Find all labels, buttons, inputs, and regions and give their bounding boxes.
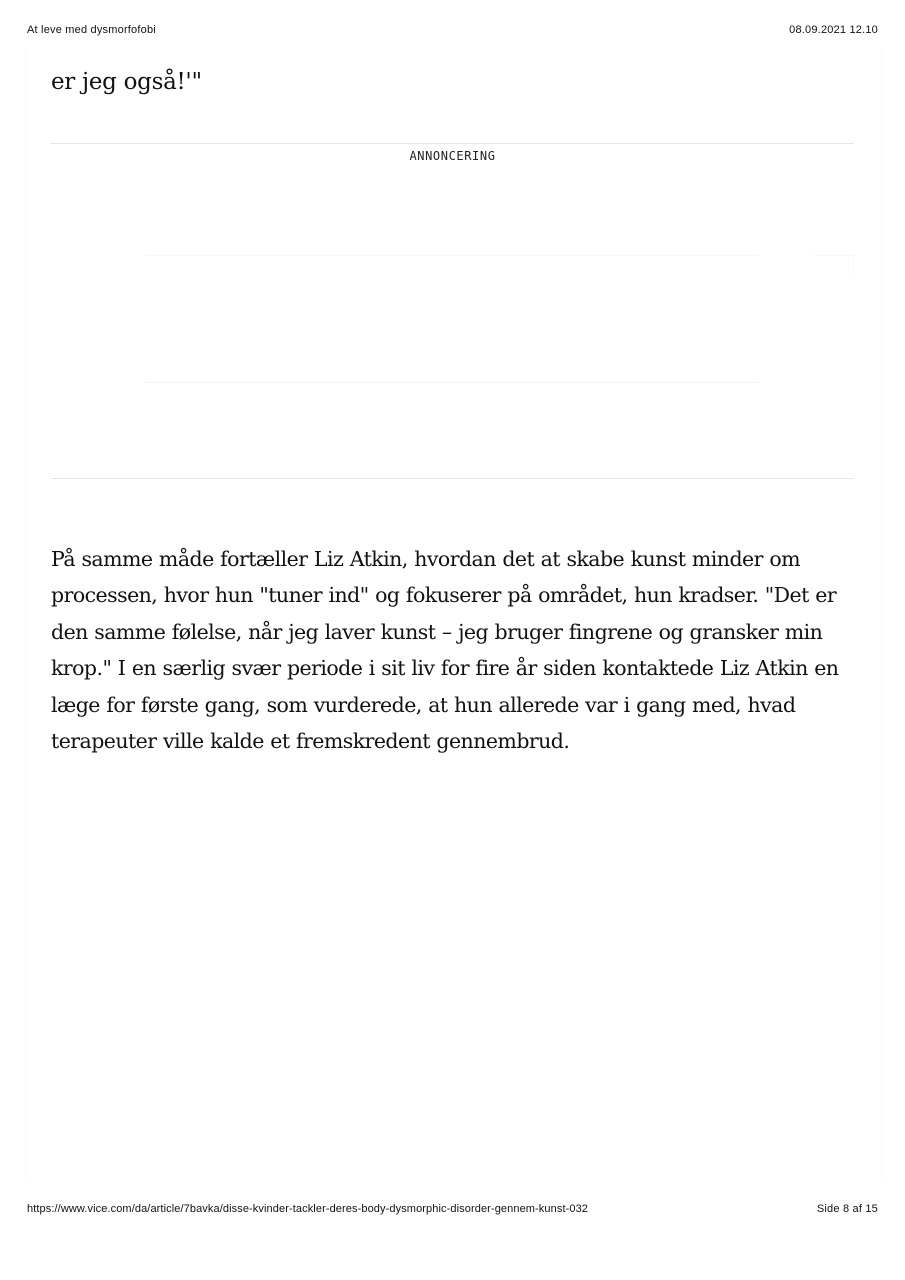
advertisement-slot[interactable] <box>145 255 759 383</box>
advertisement-label: ANNONCERING <box>409 149 496 163</box>
print-footer-page-number: Side 8 af 15 <box>816 1203 878 1215</box>
print-header-datetime: 08.09.2021 12.10 <box>789 24 878 36</box>
print-header-title: At leve med dysmorfofobi <box>27 24 156 36</box>
advertisement-side-slot <box>815 255 854 274</box>
article-paragraph: På samme måde fortæller Liz Atkin, hvordan det at skabe kunst minder om processen, hvor hun "tuner ind" og fokuserer på området, hun kradser. "Det er den samme følelse, når jeg laver kunst – jeg bruger fingrene og gransker min krop." I en særlig svær periode i sit liv for fire år siden kontaktede Liz Atkin en læge for første gang, som vurderede, at hun allerede var i gang med, hvad terapeuter ville kalde et fremskredent gennembrud. <box>51 546 839 754</box>
quote-continuation: er jeg også!'" <box>51 69 202 95</box>
print-footer-url: https://www.vice.com/da/article/7bavka/disse-kvinder-tackler-deres-body-dysmorphic-disorder-gennem-kunst-032 <box>27 1203 589 1215</box>
advertisement-block <box>51 143 854 479</box>
